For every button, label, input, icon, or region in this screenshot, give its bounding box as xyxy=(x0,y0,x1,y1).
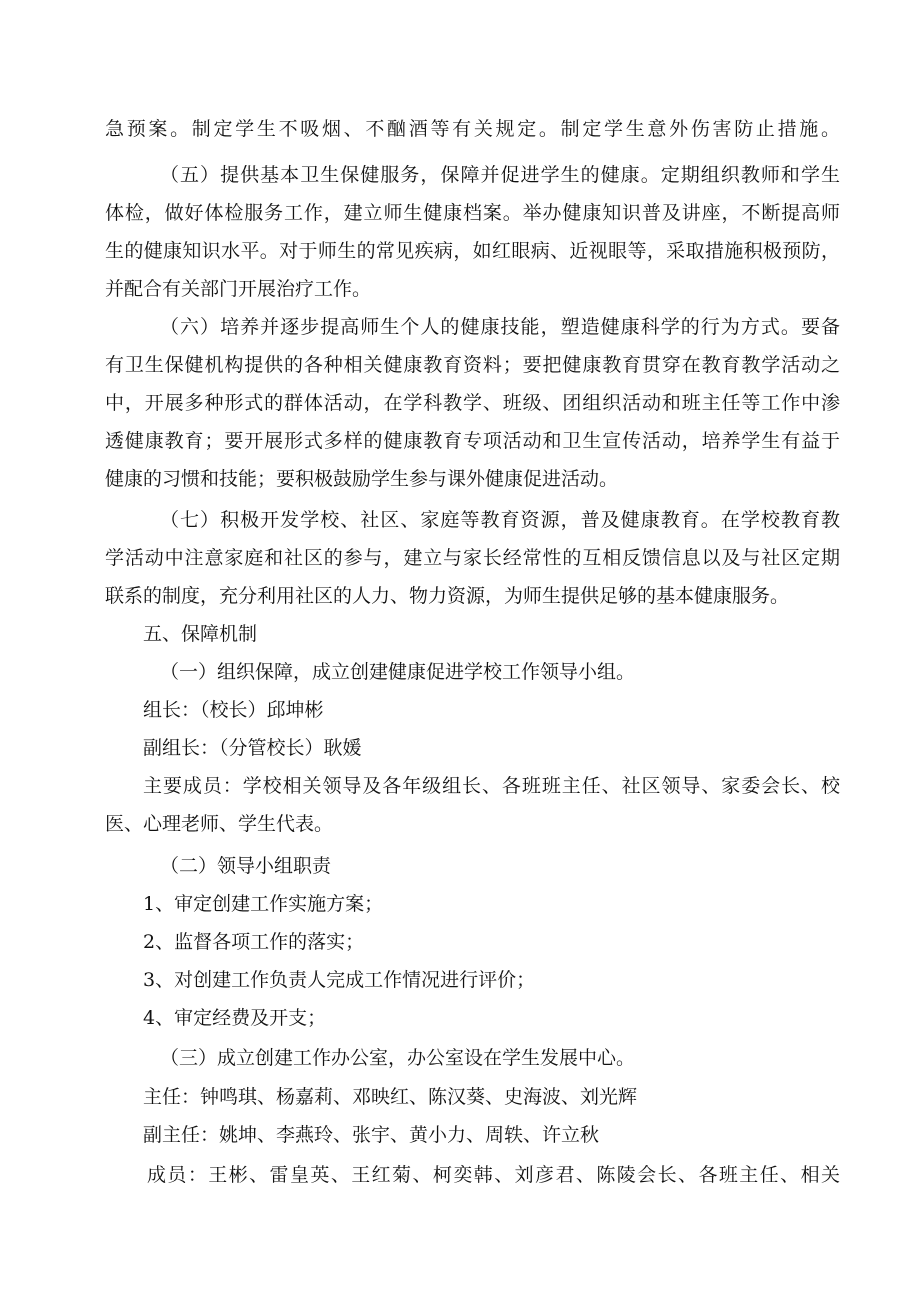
duty-item: 1、审定创建工作实施方案； xyxy=(143,893,384,915)
office-members-line: 成员：王彬、雷皇英、王红菊、柯奕韩、刘彦君、陈陵会长、各班主任、相关 xyxy=(147,1164,840,1186)
deputy-leader-line: 副组长：（分管校长）耿媛 xyxy=(143,737,362,759)
main-members-line: 主要成员：学校相关领导及各年级组长、各班班主任、社区领导、家委会长、校 xyxy=(143,775,840,797)
duty-item: 3、对创建工作负责人完成工作情况进行评价； xyxy=(143,969,536,991)
duty-item: 4、审定经费及开支； xyxy=(143,1007,327,1029)
paragraph-6-line: 中，开展多种形式的群体活动，在学科教学、班级、团组织活动和班主任等工作中渗 xyxy=(105,392,840,414)
subsection-heading: （一）组织保障，成立创建健康促进学校工作领导小组。 xyxy=(160,661,636,683)
paragraph-5-line: 并配合有关部门开展治疗工作。 xyxy=(105,278,372,300)
paragraph-7-line: 学活动中注意家庭和社区的参与，建立与家长经常性的互相反馈信息以及与社区定期 xyxy=(105,547,840,569)
paragraph-4-tail-line: 急预案。制定学生不吸烟、不酗酒等有关规定。制定学生意外伤害防止措施。 xyxy=(105,118,840,140)
paragraph-5-line: （五）提供基本卫生保健服务，保障并促进学生的健康。定期组织教师和学生 xyxy=(160,164,840,186)
paragraph-6-line: 健康的习惯和技能；要积极鼓励学生参与课外健康促进活动。 xyxy=(105,468,619,490)
subsection-heading: （二）领导小组职责 xyxy=(160,855,332,877)
office-director-line: 主任：钟鸣琪、杨嘉莉、邓映红、陈汉葵、史海波、刘光辉 xyxy=(143,1086,638,1108)
paragraph-5-line: 生的健康知识水平。对于师生的常见疾病，如红眼病、近视眼等，采取措施积极预防， xyxy=(105,240,840,262)
group-leader-line: 组长：（校长）邱坤彬 xyxy=(143,699,324,721)
main-members-line: 医、心理老师、学生代表。 xyxy=(105,813,334,835)
paragraph-6-line: （六）培养并逐步提高师生个人的健康技能，塑造健康科学的行为方式。要备 xyxy=(160,316,840,338)
paragraph-7-line: 联系的制度，充分利用社区的人力、物力资源，为师生提供足够的基本健康服务。 xyxy=(105,585,790,607)
duty-item: 2、监督各项工作的落实； xyxy=(143,931,365,953)
paragraph-6-line: 透健康教育；要开展形式多样的健康教育专项活动和卫生宣传活动，培养学生有益于 xyxy=(105,430,840,452)
paragraph-7-line: （七）积极开发学校、社区、家庭等教育资源，普及健康教育。在学校教育教 xyxy=(160,509,840,531)
office-deputy-line: 副主任：姚坤、李燕玲、张宇、黄小力、周轶、许立秋 xyxy=(143,1124,600,1146)
paragraph-6-line: 有卫生保健机构提供的各种相关健康教育资料；要把健康教育贯穿在教育教学活动之 xyxy=(105,354,840,376)
paragraph-5-line: 体检，做好体检服务工作，建立师生健康档案。举办健康知识普及讲座，不断提高师 xyxy=(105,202,840,224)
subsection-heading: （三）成立创建工作办公室，办公室设在学生发展中心。 xyxy=(160,1047,636,1069)
section-heading: 五、保障机制 xyxy=(143,623,258,645)
